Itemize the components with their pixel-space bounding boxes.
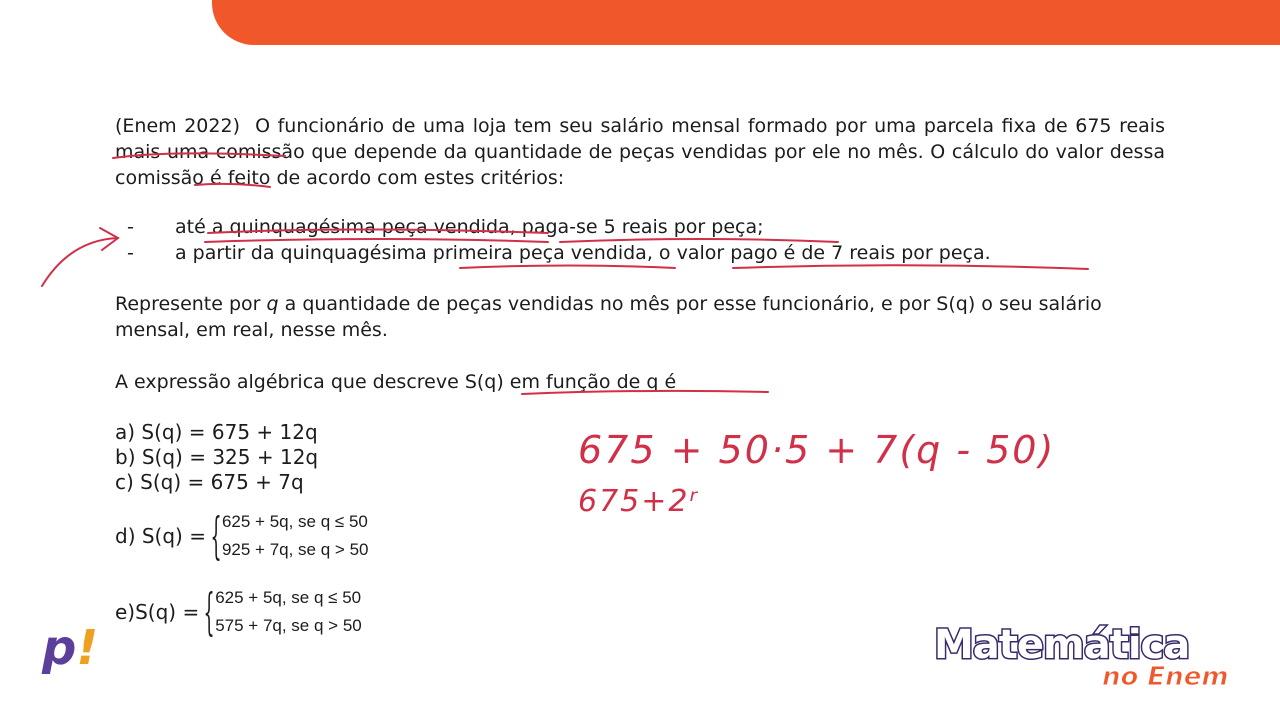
handwritten-line-1: 675 + 50·5 + 7(q - 50) [578, 428, 1056, 472]
underline-quinquagesima [205, 239, 548, 242]
handwritten-line-2: 675+2ʳ [578, 484, 700, 519]
brace-icon: { [203, 583, 215, 641]
criterion-1: até a quinquagésima peça vendida, paga-se 5 reais por peça; [175, 216, 764, 238]
platform-logo: p! [42, 620, 99, 676]
question-text: O funcionário de uma loja tem seu salário mensal formado por uma parcela fixa de 675 reais mais uma comissão que depende da quantidade de peças vendidas por ele no mês. O cálculo do valor dessa comissão é feito de acordo com estes critérios: [115, 115, 1165, 189]
option-a[interactable]: a) S(q) = 675 + 12q [115, 420, 318, 444]
underline-paga [560, 239, 838, 242]
underline-funcao [522, 391, 768, 394]
brand-logo [934, 622, 1234, 702]
option-b[interactable]: b) S(q) = 325 + 12q [115, 445, 319, 469]
strike-quinquagesima [208, 230, 548, 234]
option-c[interactable]: c) S(q) = 675 + 7q [115, 470, 304, 494]
brace-icon: { [210, 507, 222, 565]
variable-q: q [266, 293, 279, 315]
underline-675-reais [113, 153, 285, 158]
list-item: - até a quinquagésima peça vendida, paga-se 5 reais por peça; [127, 216, 764, 238]
criterion-2: a partir da quinquagésima primeira peça vendida, o valor pago é de 7 reais por peça. [175, 242, 991, 264]
underline-calculo [195, 184, 270, 187]
option-d-cases: 625 + 5q, se q ≤ 50 925 + 7q, se q > 50 [221, 512, 369, 559]
option-e-label: e)S(q) = [115, 599, 200, 624]
representation-text: Represente por q a quantidade de peças vendidas no mês por esse funcionário, e por S(q) o seu salário mensal, em real, nesse mês. [115, 293, 1102, 341]
option-d-label: d) S(q) = [115, 523, 206, 548]
question-prompt: A expressão algébrica que descreve S(q) em função de q é [115, 371, 677, 393]
list-item: - a partir da quinquagésima primeira peça vendida, o valor pago é de 7 reais por peça. [127, 242, 991, 264]
question-source: (Enem 2022) [115, 115, 240, 137]
brand-main-text: Matemática [934, 622, 1190, 668]
brand-sub-text: no Enem [1102, 662, 1229, 692]
arrow-icon [42, 238, 118, 286]
underline-valor [733, 265, 1088, 269]
underline-primeira [460, 266, 675, 269]
option-e-cases: 625 + 5q, se q ≤ 50 575 + 7q, se q > 50 [215, 588, 362, 635]
